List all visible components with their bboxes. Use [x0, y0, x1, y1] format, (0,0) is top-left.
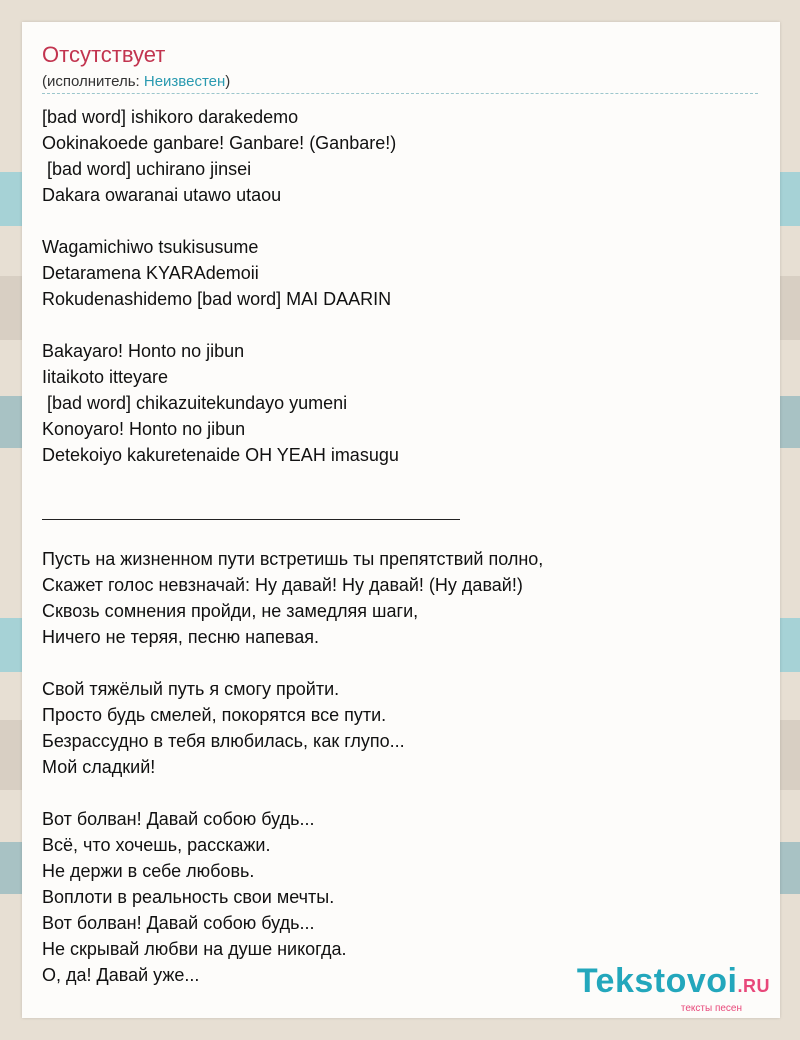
title-divider: [42, 93, 758, 94]
lyric-line: [bad word] chikazuitekundayo yumeni: [42, 393, 348, 413]
stanza-gap: [42, 520, 742, 546]
translation-line: Мой сладкий!: [42, 757, 156, 777]
translation-line: Вот болван! Давай собою будь...: [42, 913, 315, 933]
translation-line: Не скрывай любви на душе никогда.: [42, 939, 347, 959]
translation-line: Скажет голос невзначай: Ну давай! Ну давай! (Ну давай!): [42, 575, 523, 595]
stanza-gap: [42, 780, 742, 806]
translation-line: Безрассудно в тебя влюбилась, как глупо...: [42, 731, 405, 751]
translation-separator: [42, 494, 460, 520]
lyric-line: Wagamichiwo tsukisusume: [42, 237, 259, 257]
translation-line: Не держи в себе любовь.: [42, 861, 255, 881]
stanza-gap: [42, 650, 742, 676]
lyric-line: [bad word] ishikoro darakedemo: [42, 107, 299, 127]
translation-line: Всё, что хочешь, расскажи.: [42, 835, 271, 855]
site-logo[interactable]: [550, 963, 770, 1014]
lyric-line: Iitaikoto itteyare: [42, 367, 169, 387]
translation-line: Воплоти в реальность свои мечты.: [42, 887, 335, 907]
stanza-gap: [42, 468, 742, 494]
lyric-line: Konoyaro! Honto no jibun: [42, 419, 246, 439]
translation-line: Вот болван! Давай собою будь...: [42, 809, 315, 829]
lyric-line: Detekoiyo kakuretenaide OH YEAH imasugu: [42, 445, 399, 465]
logo-tagline: тексты песен: [680, 1003, 742, 1014]
translation-line: Пусть на жизненном пути встретишь ты препятствий полно,: [42, 549, 544, 569]
stanza-gap: [42, 312, 742, 338]
artist-line: [42, 73, 230, 90]
translation-line: Свой тяжёлый путь я смогу пройти.: [42, 679, 340, 699]
lyric-line: Dakara owaranai utawo utaou: [42, 185, 282, 205]
artist-link[interactable]: Неизвестен: [143, 73, 226, 90]
lyrics-card: [22, 22, 780, 1018]
lyric-line: Bakayaro! Honto no jibun: [42, 341, 245, 361]
translation-line: О, да! Давай уже...: [42, 965, 200, 985]
song-title: Отсутствует: [42, 42, 166, 67]
lyrics-text: [42, 104, 742, 988]
logo-wordmark: [550, 963, 770, 1004]
translation-line: Ничего не теряя, песню напевая.: [42, 627, 319, 647]
translation-line: Просто будь смелей, покорятся все пути.: [42, 705, 387, 725]
lyric-line: Detaramena KYARAdemoii: [42, 263, 259, 283]
lyric-line: Ookinakoede ganbare! Ganbare! (Ganbare!): [42, 133, 397, 153]
lyric-line: Rokudenashidemo [bad word] MAI DAARIN: [42, 289, 392, 309]
logo-name: Tekstovoi: [576, 962, 738, 1000]
stanza-gap: [42, 208, 742, 234]
artist-prefix: (исполнитель:: [42, 73, 144, 90]
translation-line: Сквозь сомнения пройди, не замедляя шаги,: [42, 601, 419, 621]
logo-tld: .RU: [737, 976, 770, 996]
artist-suffix: ): [225, 73, 231, 90]
lyric-line: [bad word] uchirano jinsei: [42, 159, 252, 179]
